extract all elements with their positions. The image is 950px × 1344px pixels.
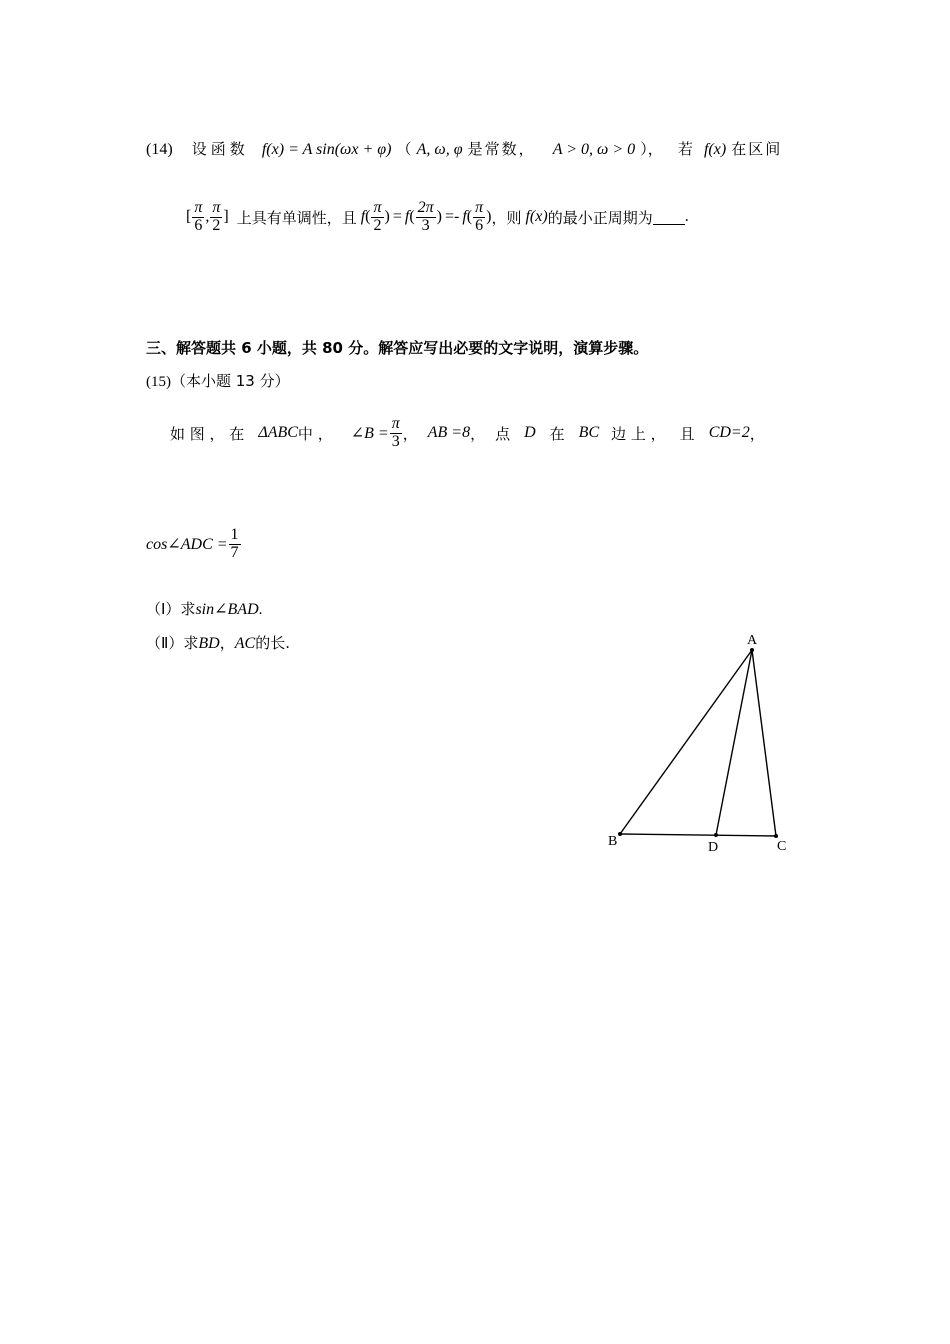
q14-constants: A, ω, φ [416, 141, 463, 158]
q14-eq: = [392, 208, 402, 226]
q15-cos-line [146, 527, 242, 562]
q15-triangle: ΔABC [258, 424, 298, 442]
q14-f2: f [404, 208, 410, 226]
q14-frac-pi-2b [371, 200, 383, 235]
q14-fx: f(x) [703, 141, 727, 158]
q15-part2-bd: BD [198, 635, 220, 652]
label-b: B [608, 834, 618, 849]
q14-f3: f [462, 208, 467, 226]
label-c: C [777, 839, 787, 854]
q15-cos-adc: cos∠ADC = [146, 536, 228, 554]
q14-period: . [684, 208, 689, 226]
q15-point-word: 点 [495, 424, 511, 443]
point-a [750, 648, 754, 652]
point-b [618, 832, 622, 836]
q14-tail: 的最小正周期为 [547, 208, 653, 227]
q15-part2-label: （Ⅱ）求 [146, 634, 199, 652]
q15-part1 [146, 598, 262, 619]
q15-part2 [146, 632, 290, 653]
q14-rp: ) [384, 208, 390, 226]
frac-num: π [391, 415, 400, 432]
q15-comma2: ， [470, 424, 486, 443]
q14-intro: 设函数 [191, 140, 249, 158]
q15-cd: CD=2 [708, 424, 750, 442]
q14-condition: A > 0, ω > 0 [552, 141, 636, 158]
q15-comma1: ， [402, 424, 418, 443]
section-3-heading: 三、解答题共 6 小题，共 80 分。解答应写出必要的文字说明，演算步骤。 [146, 339, 649, 357]
q14-lp: ( [365, 208, 371, 226]
q14-eq-neg: =- [444, 208, 460, 226]
q15-ab: AB =8 [427, 424, 471, 442]
q15-bc: BC [578, 424, 600, 442]
frac-den: 2 [212, 216, 221, 234]
frac-num: 1 [230, 526, 239, 543]
q15-frac-pi-3 [390, 416, 402, 451]
q14-bracket-close: ] [223, 208, 229, 226]
frac-num: π [194, 199, 203, 216]
q15-on: 在 [549, 424, 565, 443]
q15-as-shown: 如 图 ， 在 [170, 424, 245, 443]
segment-bc [620, 834, 776, 836]
q14-then: ，则 [491, 208, 522, 227]
triangle-figure [600, 625, 800, 860]
answer-blank [653, 210, 685, 225]
frac-num: π [212, 199, 221, 216]
q14-monotonic-text: 上具有单调性，且 [236, 208, 357, 227]
label-a: A [747, 633, 758, 648]
q14-frac-pi-2 [210, 200, 222, 235]
q15-number: (15) [146, 374, 171, 390]
frac-den: 3 [391, 432, 400, 450]
segment-ad [716, 650, 752, 835]
q15-part2-ac: AC [234, 635, 256, 652]
frac-den: 7 [230, 543, 239, 561]
q14-is-const: 是常数， [467, 140, 536, 158]
q14-lp2: ( [409, 208, 415, 226]
q14-fx2: f(x) [525, 208, 548, 226]
q15-d: D [524, 424, 536, 442]
q14-paren-close: ）， [640, 140, 663, 158]
point-c [774, 834, 778, 838]
segment-ac [752, 650, 776, 836]
q15-part1-expr: sin∠BAD [195, 601, 259, 618]
q15-part1-end: . [258, 602, 263, 618]
frac-num: π [373, 199, 382, 216]
q15-line1 [170, 416, 765, 451]
q14-frac-pi-6b [473, 200, 485, 235]
q14-if: 若 [677, 140, 693, 158]
q14-line2 [186, 200, 689, 235]
q14-line1 [146, 138, 782, 159]
frac-den: 3 [421, 216, 430, 234]
frac-den: 6 [194, 216, 203, 234]
q15-part2-sep: ， [219, 634, 235, 652]
q15-middle: 中 ， [297, 424, 333, 443]
q14-interval-word: 在区间 [731, 140, 783, 158]
segment-ab [620, 650, 752, 834]
q14-frac-2pi-3 [416, 200, 436, 235]
q15-score: （本小题 13 分） [171, 372, 290, 390]
q14-number: (14) [146, 141, 173, 158]
q14-rp2: ) [436, 208, 442, 226]
q15-header [146, 370, 290, 391]
frac-den: 6 [475, 216, 484, 234]
q15-angle-b: ∠B = [350, 425, 389, 443]
q14-comma: , [205, 208, 210, 226]
q15-frac-1-7 [229, 527, 241, 562]
q14-f1: f [360, 208, 366, 226]
q15-comma3: ， [749, 424, 765, 443]
frac-num: π [475, 199, 484, 216]
q14-lp3: ( [466, 208, 473, 226]
point-d [714, 833, 718, 837]
q14-frac-pi-6 [192, 200, 204, 235]
label-d: D [708, 840, 719, 855]
q14-function: f(x) = A sin(ωx + φ) [261, 141, 392, 158]
q15-and: 且 [679, 424, 695, 443]
q14-bracket-open: [ [186, 208, 192, 226]
q14-paren-open: （ [396, 140, 412, 158]
frac-den: 2 [373, 216, 382, 234]
frac-num: 2π [417, 199, 434, 216]
q15-side: 边 上 ， [611, 424, 666, 443]
q15-part2-end: 的长. [255, 634, 290, 652]
q15-part1-label: （Ⅰ）求 [146, 600, 196, 618]
q14-rp3: ) [486, 208, 492, 226]
